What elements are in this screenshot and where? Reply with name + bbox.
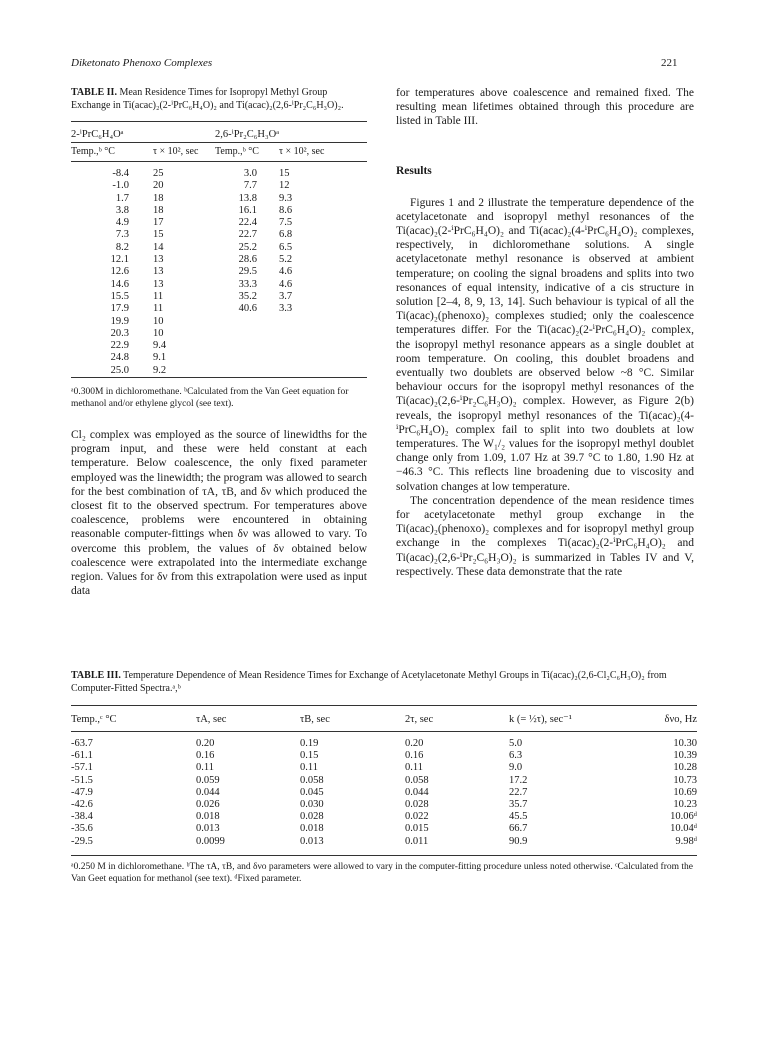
page-number: 221	[661, 57, 678, 69]
table2-cell: 28.6	[238, 254, 257, 266]
table2-cell: 20.3	[110, 327, 129, 339]
table2-cell: 14	[153, 241, 164, 253]
table2-cell: 3.0	[243, 168, 257, 179]
table2-row	[71, 340, 367, 352]
table2-row	[71, 291, 367, 303]
table3-row	[71, 750, 697, 762]
table2-caption-text: Mean Residence Times for Isopropyl Methyl Group Exchange in Ti(acac)₂(2-ⁱPrC₆H₄O)₂ and Ti(acac)₂(2,6-ⁱPr₂C₆H₃O)₂.	[71, 87, 344, 111]
table3-cell: 0.20	[405, 738, 424, 749]
table3-cell: 0.15	[300, 750, 319, 762]
table2-row	[71, 205, 367, 217]
results-paragraph-1: Figures 1 and 2 illustrate the temperature dependence of the acetylacetonate and isopropyl methyl resonances of the Ti(acac)₂(2-ⁱPrC₆H₄O)₂ and Ti(acac)₂(4-ⁱPrC₆H₄O)₂ complexes, respectively, in dichloromethane solutions. A single acetylacetonate methyl resonance is observed at ambient temperature; on cooling the signal broadens and splits into two resonances of equal intensity, indicative of a cis structure in solution [2–4, 8, 9, 13, 14]. Such behaviour is typical of all the Ti(acac)₂(phenoxo)₂ complexes studied; only the coalescence temperatures differ. For the Ti(acac)₂(2-ⁱPrC₆H₄O)₂ complex, the isopropyl methyl resonance appears as a single doublet at room temperature. On cooling, this doublet broadens and eventually two doublets are observed below ~8 °C. Similar behaviour occurs for the isopropyl methyl resonances of the Ti(acac)₂(2,6-ⁱPr₂C₆H₃O)₂ complex. However, as Figure 2(b) reveals, the isopropyl methyl resonances of the Ti(acac)₂(4-ⁱPrC₆H₄O)₂ complex fail to split into two doublets at low temperatures. The W₁/₂ values for the isopropyl methyl doublet change only from 1.09, 1.07 Hz at 39.7 °C to 1.80, 1.90 Hz at −46.3 °C. This reflects line broadening due to viscosity and solvation changes at low temperature.	[396, 196, 694, 493]
table2-cell: 10	[153, 327, 164, 339]
table2-cell: 9.1	[153, 352, 167, 364]
table2-cell: 8.6	[279, 204, 293, 216]
table3-cell: -47.9	[71, 786, 93, 798]
table3-cell: 0.013	[300, 835, 324, 847]
table3-row	[71, 823, 697, 835]
table3-cell: 0.026	[196, 799, 220, 811]
table2-caption	[71, 86, 367, 112]
table2-cell: 15	[153, 229, 164, 241]
table2-row	[71, 279, 367, 291]
table3-cell: 0.018	[196, 811, 220, 823]
table2-row	[71, 352, 367, 364]
table3-cell: 45.5	[509, 811, 528, 823]
table2-row	[71, 162, 367, 181]
table2-cell	[279, 352, 367, 364]
table2-cell: 14.6	[110, 278, 129, 290]
table3-row	[71, 836, 697, 856]
table2-cell	[215, 365, 279, 378]
table3-block	[71, 669, 697, 885]
table3-cell: 0.022	[405, 811, 429, 823]
table2-row	[71, 193, 367, 205]
table2-cell: 6.5	[279, 241, 293, 253]
table3-caption-text: Temperature Dependence of Mean Residence Times for Exchange of Acetylacetonate Methyl Groups in Ti(acac)₂(2,6-Cl₂C₆H₃O)₂ from Computer-Fitted Spectra.ᵃ,ᵇ	[71, 670, 667, 694]
table3-cell: 0.059	[196, 774, 220, 786]
table3-cell: 0.044	[196, 786, 220, 798]
table2-cell: 17	[153, 217, 164, 229]
table2-cell: 33.3	[238, 278, 257, 290]
table3-cell: 0.011	[405, 835, 429, 847]
table2-col-tau2: τ × 10², sec	[279, 143, 367, 162]
table2-cell: 25.2	[238, 241, 257, 253]
table2-footnote: ᵃ0.300M in dichloromethane. ᵇCalculated from the Van Geet equation for methanol and/or ethylene glycol (see text).	[71, 387, 349, 410]
table2-col-temp2: Temp.,ᵇ °C	[215, 143, 279, 162]
table2-cell: 3.8	[115, 204, 129, 216]
table3-cell: 0.018	[300, 823, 324, 835]
table2-cell	[215, 340, 279, 352]
table3-cell: 10.69	[673, 786, 697, 798]
table3-cell: 9.98ᵈ	[675, 835, 697, 847]
table2-row	[71, 242, 367, 254]
table2-group1: 2-ⁱPrC₆H₄Oᵃ	[71, 122, 215, 143]
table3-cell: -57.1	[71, 762, 93, 774]
table2-cell: 8.2	[115, 241, 129, 253]
table2-cell: 13	[153, 278, 164, 290]
table3-cell: 0.028	[405, 799, 429, 811]
table2-cell: 1.7	[115, 192, 129, 204]
table3-cell: 10.39	[673, 750, 697, 762]
table3-header-cell: Temp.,ᶜ °C	[71, 706, 196, 732]
table3-header-cell: τA, sec	[196, 706, 300, 732]
table2-cell: 3.3	[279, 303, 293, 315]
table3-header-cell: k (= ½τ), sec⁻¹	[509, 706, 619, 732]
table3-cell: 0.015	[405, 823, 429, 835]
table3-header-cell: τB, sec	[300, 706, 405, 732]
table2-cell: 11	[153, 303, 164, 315]
table3-cell: 10.23	[673, 799, 697, 811]
table3-cell: 0.028	[300, 811, 324, 823]
table2-cell: 15	[279, 168, 290, 179]
left-column	[71, 86, 367, 598]
table2-row	[71, 217, 367, 229]
table3-cell: 9.0	[509, 762, 523, 774]
table2-cell: 17.9	[110, 303, 129, 315]
table2-row	[71, 254, 367, 266]
table2-cell: 4.6	[279, 266, 293, 278]
table3-cell: 0.044	[405, 786, 429, 798]
table3-cell: 0.11	[405, 762, 423, 774]
table3-cell: 66.7	[509, 823, 528, 835]
table2-cell: 4.9	[115, 217, 129, 229]
table3-cell: 0.058	[405, 774, 429, 786]
table2-cell	[279, 316, 367, 328]
table3-cell: 0.19	[300, 738, 319, 749]
table2-cell: 12	[279, 180, 290, 192]
table3-cell: 10.06ᵈ	[670, 811, 697, 823]
table2-cell	[215, 316, 279, 328]
table2	[71, 121, 367, 384]
table3-cell: 5.0	[509, 738, 523, 749]
table2-cell	[215, 352, 279, 364]
table3-cell: 35.7	[509, 799, 528, 811]
table2-cell: 12.6	[110, 266, 129, 278]
table2-row	[71, 365, 367, 378]
table2-cell: 4.6	[279, 278, 293, 290]
table3-cell: 10.28	[673, 762, 697, 774]
table2-row	[71, 229, 367, 241]
table3-header-cell: δνo, Hz	[619, 706, 697, 732]
table3-row	[71, 811, 697, 823]
table3-cell: -63.7	[71, 738, 93, 749]
table2-cell: 19.9	[110, 315, 129, 327]
table2-cell: 13.8	[238, 192, 257, 204]
table3-cell: 0.045	[300, 786, 324, 798]
table2-cell: -8.4	[112, 168, 129, 179]
table3-cell: 90.9	[509, 835, 528, 847]
table2-cell: 13	[153, 254, 164, 266]
table2-cell: 16.1	[238, 204, 257, 216]
running-head: Diketonato Phenoxo Complexes	[71, 57, 213, 69]
table2-group2: 2,6-ⁱPr₂C₆H₃Oᵃ	[215, 122, 367, 143]
table2-cell: 13	[153, 266, 164, 278]
table2-col-temp: Temp.,ᵇ °C	[71, 143, 153, 162]
table3-cell: 0.16	[405, 750, 424, 762]
table2-cell: 7.3	[115, 229, 129, 241]
table2-cell: 5.2	[279, 254, 293, 266]
table3-cell: -61.1	[71, 750, 93, 762]
table2-cell: 12.1	[110, 254, 129, 266]
table3-cell: 10.73	[673, 774, 697, 786]
table2-cell: 6.8	[279, 229, 293, 241]
table2-cell: 11	[153, 290, 164, 302]
table3-cell: 6.3	[509, 750, 523, 762]
table3-row	[71, 799, 697, 811]
table2-cell: 15.5	[110, 290, 129, 302]
table2-row	[71, 266, 367, 278]
table2-cell: 20	[153, 180, 164, 192]
table2-cell	[215, 328, 279, 340]
table3-cell: 0.20	[196, 738, 215, 749]
table3-cell: 17.2	[509, 774, 528, 786]
table2-cell: 25.0	[110, 364, 129, 376]
table2-cell: 7.5	[279, 217, 293, 229]
table3-cell: 0.0099	[196, 835, 225, 847]
table3-row	[71, 762, 697, 774]
table2-cell: 10	[153, 315, 164, 327]
table2-cell: 40.6	[238, 303, 257, 315]
table2-cell: 24.8	[110, 352, 129, 364]
table3-footnote: ᵃ0.250 M in dichloromethane. ᵇThe τA, τB, and δνo parameters were allowed to vary in the computer-fitting procedure unless noted otherwise. ᶜCalculated from the Van Geet equation for methanol (see text). ᵈFixed parameter.	[71, 861, 693, 884]
table2-cell: -1.0	[112, 180, 129, 192]
table3	[71, 705, 697, 861]
right-top-paragraph: for temperatures above coalescence and remained fixed. The resulting mean lifetimes obtained through this procedure are listed in Table III.	[396, 87, 694, 128]
table3-cell: 0.16	[196, 750, 215, 762]
table3-row	[71, 775, 697, 787]
results-heading: Results	[396, 164, 432, 177]
table3-cell: 22.7	[509, 786, 528, 798]
table3-cell: -35.6	[71, 823, 93, 835]
table3-cell: 0.11	[300, 762, 318, 774]
table2-cell: 25	[153, 168, 164, 179]
table3-cell: 10.30	[673, 738, 697, 749]
table2-cell: 29.5	[238, 266, 257, 278]
results-paragraph-2: The concentration dependence of the mean residence times for acetylacetonate methyl group exchange in the Ti(acac)₂(phenoxo)₂ complexes and for isopropyl methyl group exchange in the complexes Ti(acac)₂(2-ⁱPrC₆H₄O)₂ and Ti(acac)₂(2,6-ⁱPr₂C₆H₃O)₂ is summarized in Tables IV and V, respectively. These data demonstrate that the rate	[396, 494, 694, 578]
table2-cell: 18	[153, 192, 164, 204]
right-column	[396, 86, 694, 579]
table3-cell: -38.4	[71, 811, 93, 823]
table2-cell: 3.7	[279, 290, 293, 302]
table2-cell: 22.4	[238, 217, 257, 229]
table2-cell: 22.9	[110, 340, 129, 352]
table2-row	[71, 328, 367, 340]
table2-row	[71, 316, 367, 328]
table2-cell: 9.4	[153, 340, 167, 352]
table2-cell: 18	[153, 204, 164, 216]
table2-cell	[279, 328, 367, 340]
table2-row	[71, 180, 367, 192]
table3-cell: 0.11	[196, 762, 214, 774]
table3-cell: 10.04ᵈ	[670, 823, 697, 835]
table2-cell: 7.7	[243, 180, 257, 192]
left-body-paragraph: Cl₂ complex was employed as the source of linewidths for the program input, and these were held constant at each temperature. Below coalescence, the only fixed parameter employed was the linewidth; the program was allowed to search for the best combination of τA, τB, and δν which produced the closest fit to the observed spectrum. For temperatures above coalescence, problems were encountered in obtaining reasonable computer-fittings when δν was allowed to vary. To overcome this problem, the values of δν obtained below coalescence were extrapolated into the intermediate exchange region. Values for δν from this extrapolation were used as input data	[71, 429, 367, 598]
table3-cell: -42.6	[71, 799, 93, 811]
table3-row	[71, 732, 697, 751]
table2-label: TABLE II.	[71, 87, 117, 98]
table3-cell: 0.013	[196, 823, 220, 835]
table2-cell	[279, 340, 367, 352]
table3-cell: -29.5	[71, 835, 93, 847]
table2-cell: 9.3	[279, 192, 293, 204]
table2-cell: 22.7	[238, 229, 257, 241]
table2-col-tau: τ × 10², sec	[153, 143, 215, 162]
table2-cell: 35.2	[238, 290, 257, 302]
table3-row	[71, 787, 697, 799]
table2-row	[71, 303, 367, 315]
table3-header-cell: 2τ, sec	[405, 706, 509, 732]
table3-cell: -51.5	[71, 774, 93, 786]
table3-cell: 0.058	[300, 774, 324, 786]
table2-cell: 9.2	[153, 364, 167, 376]
table3-label: TABLE III.	[71, 670, 121, 681]
table2-cell	[279, 365, 367, 378]
table3-cell: 0.030	[300, 799, 324, 811]
table3-caption	[71, 669, 697, 695]
